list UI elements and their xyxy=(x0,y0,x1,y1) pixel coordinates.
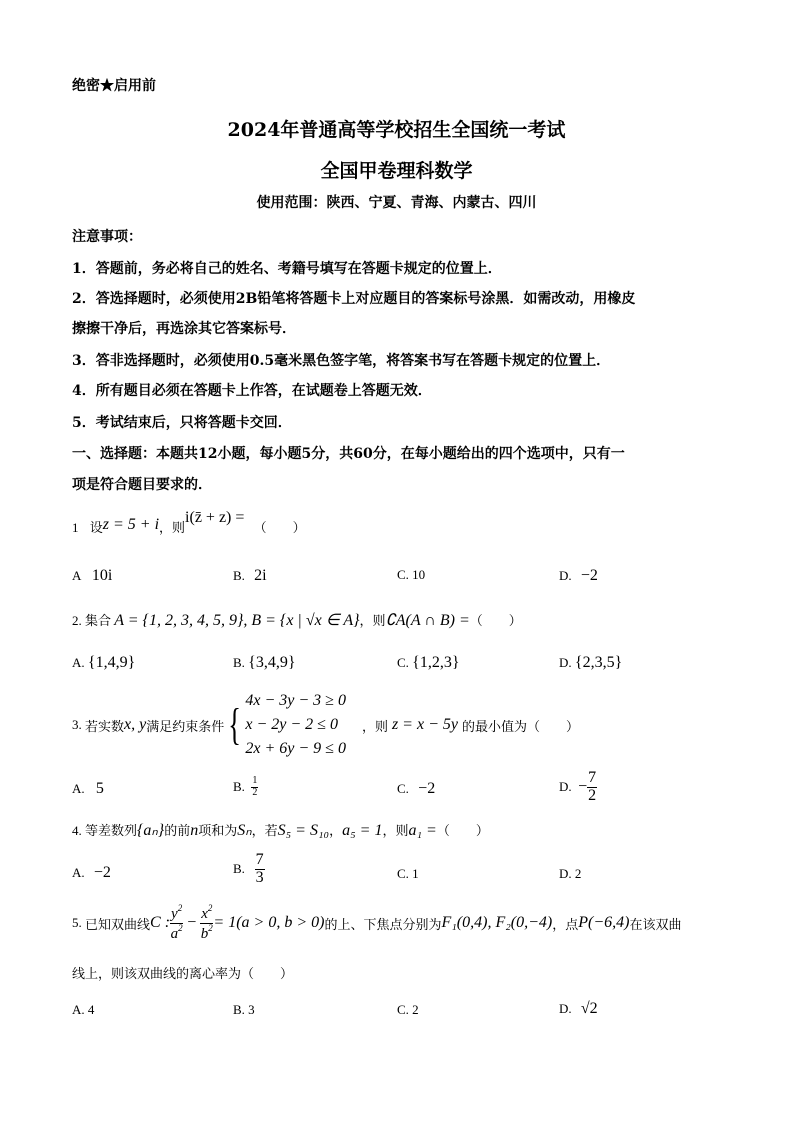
left-brace: { xyxy=(228,700,242,749)
question-text: ，若 xyxy=(251,823,278,838)
section-heading-line2: 项是符合题目要求的． xyxy=(72,477,212,493)
notice-item-4: 4．所有题目必须在答题卡上作答，在试题卷上答题无效． xyxy=(72,383,432,399)
option-label: C. xyxy=(397,781,409,796)
question-text: 的最小值为 xyxy=(461,718,527,734)
math-expression: ∁A(A ∩ B) = xyxy=(385,612,470,629)
question-text: ，点 xyxy=(552,916,579,932)
option-c xyxy=(397,780,435,798)
constraint-3: 2x + 6y − 9 ≤ 0 xyxy=(245,740,346,757)
option-d xyxy=(559,866,581,882)
option-value: {1,2,3} xyxy=(412,654,460,671)
answer-paren: （ ） xyxy=(436,823,489,838)
math-set-a: A = {1, 2, 3, 4, 5, 9} xyxy=(114,612,244,629)
math-condition: z = 5 + i xyxy=(102,516,160,533)
option-value: 3 xyxy=(248,1002,255,1017)
option-b xyxy=(233,852,265,887)
option-label: D. xyxy=(559,568,572,583)
question-number: 3. xyxy=(72,717,82,732)
question-number: 5. xyxy=(72,915,82,931)
answer-paren: （ ） xyxy=(241,966,294,981)
question-text: 的前 xyxy=(164,823,191,838)
option-sign: − xyxy=(578,778,588,796)
option-value: {1,4,9} xyxy=(87,654,136,671)
option-c xyxy=(397,654,460,672)
fraction-x2-b2: $\frac{x^2}{b^2}$ xyxy=(200,903,213,942)
option-value: 10 xyxy=(412,567,426,582)
question-text: ，则 xyxy=(382,823,409,838)
option-label: A. xyxy=(72,781,85,796)
option-a xyxy=(72,1002,94,1018)
option-d xyxy=(559,770,597,805)
math-curve-name: C : xyxy=(150,914,171,932)
option-b xyxy=(233,776,258,798)
question-5-line2 xyxy=(72,963,293,982)
usage-scope: 使用范围：陕西、宁夏、青海、内蒙古、四川 xyxy=(256,195,537,211)
question-2 xyxy=(72,610,522,630)
option-b xyxy=(233,1002,255,1018)
option-fraction xyxy=(251,776,258,798)
numerator: 7 xyxy=(588,769,597,786)
option-value: 2 xyxy=(574,866,582,881)
option-a xyxy=(72,654,135,672)
question-number: 4. xyxy=(72,823,82,838)
answer-paren: （ ） xyxy=(527,718,580,734)
question-text: ，则 xyxy=(359,613,386,628)
option-value: −2 xyxy=(580,567,598,584)
option-value: −2 xyxy=(418,780,436,797)
question-number: 1 xyxy=(72,520,79,535)
math-foci: F₁(0,4), F₂(0,−4) xyxy=(441,914,553,932)
option-label: D. xyxy=(559,779,572,795)
answer-paren: （ ） xyxy=(469,613,522,628)
notice-item-5: 5．考试结束后，只将答题卡交回． xyxy=(72,415,292,431)
question-text: 设 xyxy=(89,520,103,535)
option-label: A xyxy=(72,568,81,583)
math-sn: Sₙ xyxy=(237,822,252,839)
option-d xyxy=(559,1000,598,1018)
math-expression: i(z̄ + z) = xyxy=(185,509,245,526)
question-text: 集合 xyxy=(85,613,112,628)
option-a xyxy=(72,864,111,882)
option-fraction xyxy=(255,852,265,887)
question-text: 线上，则该双曲线的离心率为 xyxy=(72,966,242,981)
math-condition-2: a₅ = 1 xyxy=(342,822,383,839)
option-label: B. xyxy=(233,779,245,794)
fraction-y2-a2: $\frac{y^2}{a^2}$ xyxy=(170,903,183,942)
option-value: −2 xyxy=(93,864,111,881)
confidential-label: 绝密★启用前 xyxy=(72,78,156,94)
math-objective: z = x − 5y xyxy=(391,716,458,733)
option-a xyxy=(72,567,112,585)
question-text: 的上、下焦点分别为 xyxy=(324,916,442,932)
notice-item-2-cont: 擦擦干净后，再选涂其它答案标号． xyxy=(72,321,296,337)
question-number: 2. xyxy=(72,613,82,628)
notice-item-1: 1．答题前，务必将自己的姓名、考籍号填写在答题卡规定的位置上． xyxy=(72,261,502,277)
section-heading-line1: 一、选择题：本题共12小题，每小题5分，共60分，在每小题给出的四个选项中，只有一 xyxy=(72,446,625,462)
option-b xyxy=(233,567,267,585)
option-a xyxy=(72,780,104,798)
math-n: n xyxy=(190,822,199,839)
constraint-1: 4x − 3y − 3 ≥ 0 xyxy=(245,692,346,709)
option-c xyxy=(397,1002,419,1018)
option-label: B. xyxy=(233,861,245,877)
math-set-b: , B = {x | √x ∈ A} xyxy=(243,612,360,629)
question-text: 已知双曲线 xyxy=(85,916,151,932)
question-5: 5. 已知双曲线 C : $\frac{y^2}{a^2}$ − $\frac{x^2}{b^2}$ = 1(a > 0, b > 0) 的上、下焦点分别为 F₁(0,4), F₂(0,−4) ，点 P(−6,4) 在该双曲 xyxy=(72,903,682,942)
question-text: ，则 xyxy=(361,718,388,734)
question-text: 满足约束条件 xyxy=(146,718,225,734)
question-text: 等差数列 xyxy=(85,823,138,838)
denominator: 2 xyxy=(588,786,597,804)
constraint-2: x − 2y − 2 ≤ 0 xyxy=(245,716,338,733)
denominator: 3 xyxy=(255,868,264,886)
option-label: D. xyxy=(559,1001,572,1016)
option-label: C. xyxy=(397,866,409,881)
option-value: 4 xyxy=(87,1002,95,1017)
exam-subtitle: 全国甲卷理科数学 xyxy=(320,160,473,182)
notice-item-3: 3．答非选择题时，必须使用0.5毫米黑色签字笔，将答案书写在答题卡规定的位置上． xyxy=(72,353,611,369)
option-label: C. xyxy=(397,655,409,670)
notice-item-2: 2．答选择题时，必须使用2B铅笔将答题卡上对应题目的答案标号涂黑．如需改动，用橡皮 xyxy=(72,291,636,307)
math-sequence: {aₙ} xyxy=(137,822,165,839)
question-4 xyxy=(72,820,489,840)
math-ask: a₁ = xyxy=(408,822,437,839)
option-value: 10i xyxy=(91,567,113,584)
option-label: B. xyxy=(233,1002,245,1017)
option-c xyxy=(397,567,425,583)
option-value: 1 xyxy=(412,866,419,881)
question-text: 项和为 xyxy=(198,823,238,838)
math-equation-tail: = 1(a > 0, b > 0) xyxy=(213,914,325,932)
question-text: ， xyxy=(329,823,343,838)
option-value: {2,3,5} xyxy=(574,654,623,671)
exam-title: 2024年普通高等学校招生全国统一考试 xyxy=(227,119,566,141)
option-c xyxy=(397,866,419,882)
constraint-system xyxy=(245,689,346,761)
question-3 xyxy=(72,689,579,761)
question-text: 在该双曲 xyxy=(629,916,682,932)
option-label: A. xyxy=(72,1002,85,1017)
option-label: C. xyxy=(397,1002,409,1017)
math-point: P(−6,4) xyxy=(578,914,630,932)
question-text: ，则 xyxy=(159,520,186,535)
option-b xyxy=(233,654,296,672)
option-value: √2 xyxy=(580,1000,598,1017)
option-label: D. xyxy=(559,655,572,670)
option-label: B. xyxy=(233,655,245,670)
option-value: 2i xyxy=(254,567,267,584)
option-fraction xyxy=(587,770,597,805)
answer-paren: （ ） xyxy=(253,520,306,535)
question-1 xyxy=(72,509,306,537)
option-value: 5 xyxy=(95,780,104,797)
math-condition-1: S₅ = S₁₀ xyxy=(277,822,330,839)
numerator: 7 xyxy=(255,851,264,868)
notice-heading: 注意事项： xyxy=(72,229,142,245)
option-d xyxy=(559,567,598,585)
option-label: A. xyxy=(72,865,85,880)
option-label: C. xyxy=(397,567,409,582)
option-d xyxy=(559,654,622,672)
option-value: 2 xyxy=(412,1002,419,1017)
denominator: 2 xyxy=(252,786,258,798)
option-label: B. xyxy=(233,568,245,583)
numerator: 1 xyxy=(252,775,258,786)
option-label: A. xyxy=(72,655,85,670)
question-text: 若实数 xyxy=(85,718,125,734)
option-label: D. xyxy=(559,866,572,881)
math-vars: x, y xyxy=(124,716,147,733)
option-value: {3,4,9} xyxy=(248,654,296,671)
